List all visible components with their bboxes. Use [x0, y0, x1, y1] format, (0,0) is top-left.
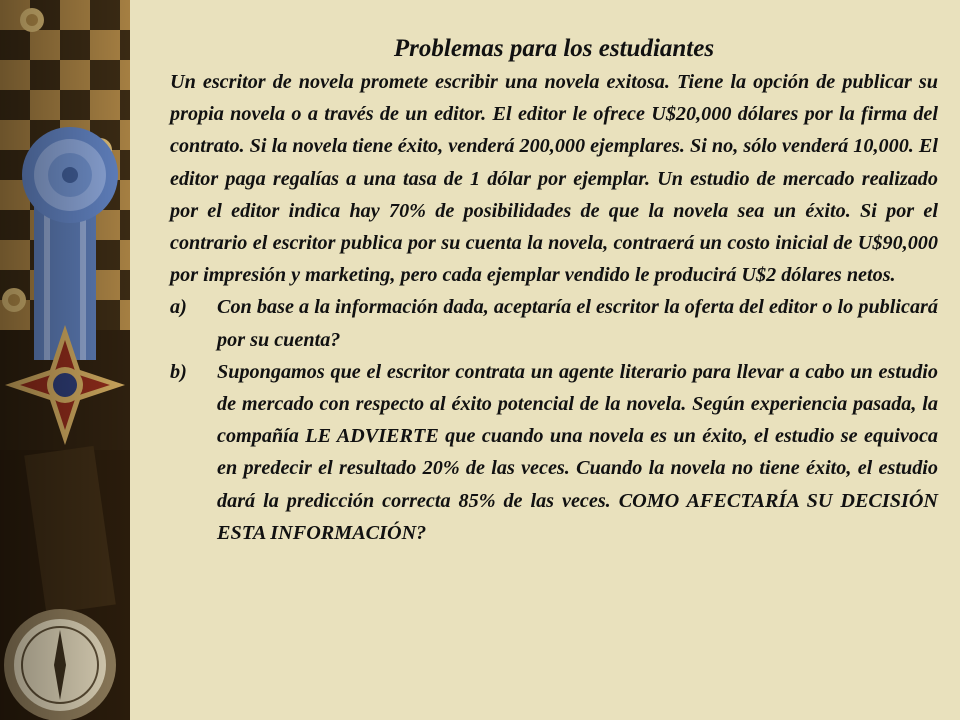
- list-marker: b): [170, 360, 187, 383]
- list-item-b: [170, 356, 938, 549]
- slide-content: [170, 32, 938, 549]
- slide-title: Problemas para los estudiantes: [393, 35, 715, 62]
- medal-and-compass-illustration: [0, 0, 130, 720]
- problem-paragraph: Un escritor de novela promete escribir una novela exitosa. Tiene la opción de publicar su propia novela o a través de un editor. El editor le ofrece U$20,000 dólares por la firma del contrato. Si la novela tiene éxito, venderá 200,000 ejemplares. Si no, sólo venderá 10,000. El editor paga regalías a una tasa de 1 dólar por ejemplar. Un estudio de mercado realizado por el editor indica hay 70% de posibilidades de que la novela sea un éxito. Si por el contrario el escritor publica por su cuenta la novela, contraerá un costo inicial de U$90,000 por impresión y marketing, pero cada ejemplar vendido le producirá U$2 dólares netos.: [170, 71, 938, 287]
- decorative-side-image: [0, 0, 130, 720]
- list-item-text: Con base a la información dada, aceptaría el escritor la oferta del editor o lo publicará por su cuenta?: [217, 296, 938, 351]
- list-marker: a): [170, 296, 187, 319]
- slide-body: [130, 0, 960, 720]
- list-item-a: [170, 291, 938, 355]
- list-item-text: Supongamos que el escritor contrata un agente literario para llevar a cabo un estudio de mercado con respecto al éxito potencial de la novela. Según experiencia pasada, la compañía LE ADVIERTE que cuando una novela es un éxito, el estudio se equivoca en predecir el resultado 20% de las veces. Cuando la novela no tiene éxito, el estudio dará la predicción correcta 85% de las veces. COMO AFECTARÍA SU DECISIÓN ESTA INFORMACIÓN?: [217, 360, 938, 544]
